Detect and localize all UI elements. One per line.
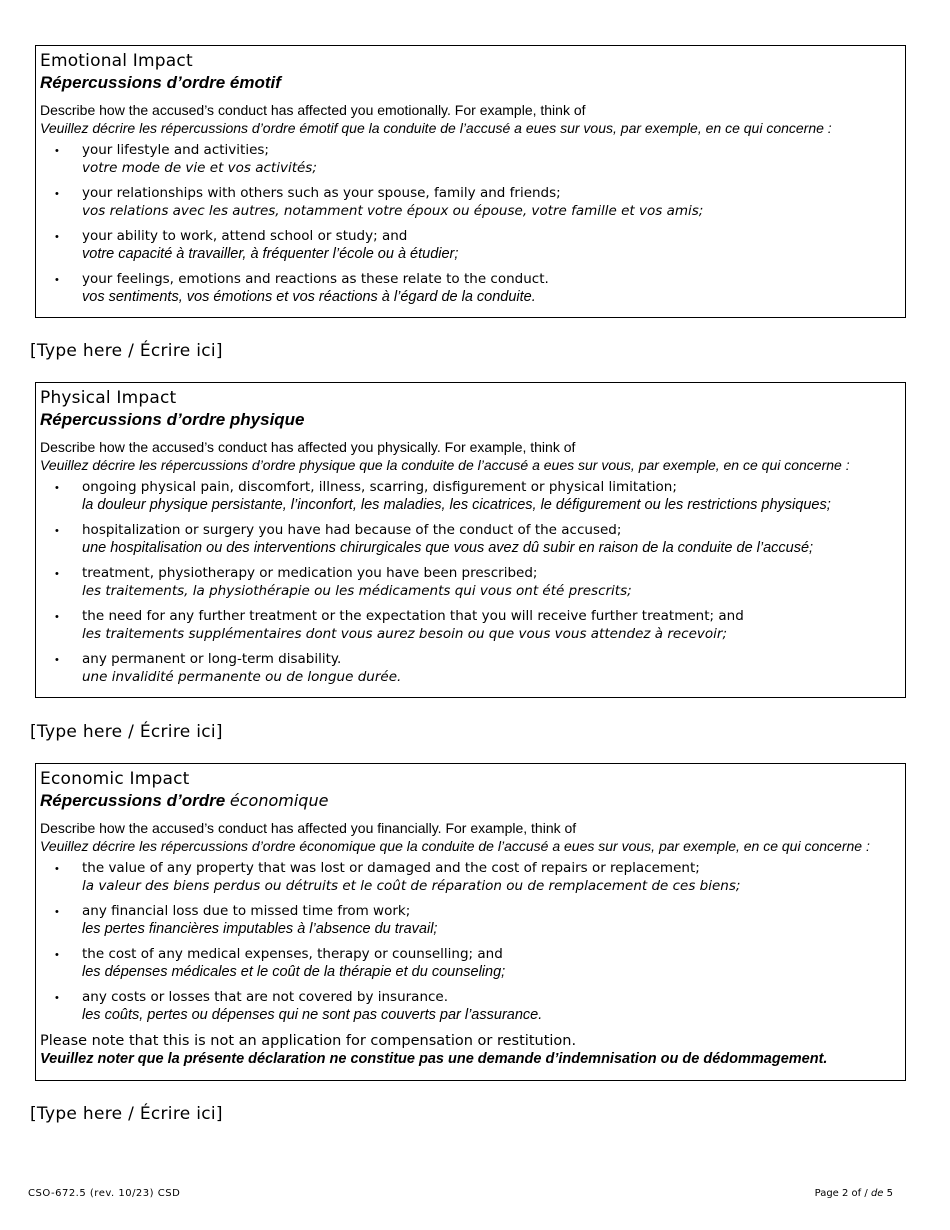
item-text-en: any costs or losses that are not covered by insurance.: [82, 989, 449, 1005]
section-subtitle-bold: Répercussions d’ordre: [40, 791, 226, 810]
item-text-fr: une hospitalisation ou des interventions chirurgicales que vous avez dû subir en raison de la conduite de l’accusé;: [82, 540, 814, 556]
section-intro-fr: Veuillez décrire les répercussions d’ordre économique que la conduite de l’accusé a eues sur vous, par exemple, en ce qui concerne :: [40, 838, 870, 854]
section-intro-en: Describe how the accused’s conduct has affected you physically. For example, think of: [40, 439, 576, 455]
economic-impact-section: [35, 763, 906, 1081]
item-text-en: the cost of any medical expenses, therapy or counselling; and: [82, 946, 503, 962]
list-item: [40, 989, 905, 1024]
list-item: [40, 479, 905, 514]
item-text-en: your ability to work, attend school or study; and: [82, 228, 408, 244]
bullet-icon: •: [55, 992, 59, 1004]
list-item: [40, 608, 905, 643]
section-subtitle-plain: économique: [229, 791, 329, 810]
item-text-fr: la valeur des biens perdus ou détruits et le coût de réparation ou de remplacement de ces biens;: [82, 878, 741, 894]
physical-response-field[interactable]: [Type here / Écrire ici]: [30, 722, 223, 742]
item-text-en: hospitalization or surgery you have had because of the conduct of the accused;: [82, 522, 622, 538]
item-text-en: treatment, physiotherapy or medication you have been prescribed;: [82, 565, 538, 581]
bullet-icon: •: [55, 482, 59, 494]
section-title: Physical Impact: [40, 388, 177, 408]
item-text-en: your feelings, emotions and reactions as these relate to the conduct.: [82, 271, 549, 287]
item-text-en: the value of any property that was lost or damaged and the cost of repairs or replacement;: [82, 860, 700, 876]
list-item: [40, 142, 905, 177]
bullet-list: [40, 142, 905, 306]
section-title: Emotional Impact: [40, 51, 193, 71]
bullet-icon: •: [55, 145, 59, 157]
bullet-icon: •: [55, 863, 59, 875]
section-intro-fr: Veuillez décrire les répercussions d’ordre émotif que la conduite de l’accusé a eues sur vous, par exemple, en ce qui concerne :: [40, 120, 832, 136]
list-item: [40, 565, 905, 600]
bullet-icon: •: [55, 231, 59, 243]
item-text-fr: les coûts, pertes ou dépenses qui ne sont pas couverts par l’assurance.: [82, 1007, 543, 1023]
item-text-fr: la douleur physique persistante, l’inconfort, les maladies, les cicatrices, le défigurement ou les restrictions physiques;: [82, 497, 831, 513]
bullet-icon: •: [55, 654, 59, 666]
bullet-icon: •: [55, 274, 59, 286]
item-text-fr: vos relations avec les autres, notamment votre époux ou épouse, votre famille et vos amis;: [82, 203, 704, 219]
list-item: [40, 271, 905, 306]
section-subtitle: [40, 790, 905, 812]
list-item: [40, 860, 905, 895]
note-fr: Veuillez noter que la présente déclaration ne constitue pas une demande d’indemnisation ou de dédommagement.: [40, 1051, 828, 1067]
section-subtitle: Répercussions d’ordre physique: [40, 410, 305, 429]
bullet-icon: •: [55, 568, 59, 580]
item-text-fr: votre capacité à travailler, à fréquenter l’école ou à étudier;: [82, 246, 459, 262]
page-number: [815, 1188, 893, 1199]
section-intro-fr: Veuillez décrire les répercussions d’ordre physique que la conduite de l’accusé a eues sur vous, par exemple, en ce qui concerne :: [40, 457, 850, 473]
item-text-en: your relationships with others such as your spouse, family and friends;: [82, 185, 561, 201]
bullet-icon: •: [55, 611, 59, 623]
bullet-list: [40, 860, 905, 1024]
list-item: [40, 522, 905, 557]
item-text-fr: les traitements supplémentaires dont vous aurez besoin ou que vous vous attendez à recevoir;: [82, 626, 728, 642]
page-total: 5: [886, 1188, 893, 1199]
list-item: [40, 903, 905, 938]
bullet-icon: •: [55, 188, 59, 200]
list-item: [40, 946, 905, 981]
item-text-fr: les dépenses médicales et le coût de la thérapie et du counseling;: [82, 964, 506, 980]
bullet-list: [40, 479, 905, 686]
bullet-icon: •: [55, 906, 59, 918]
section-intro-en: Describe how the accused’s conduct has affected you financially. For example, think of: [40, 820, 577, 836]
section-subtitle: Répercussions d’ordre émotif: [40, 73, 281, 92]
emotional-impact-section: [35, 45, 906, 318]
note-en: Please note that this is not an application for compensation or restitution.: [40, 1033, 577, 1049]
item-text-fr: les traitements, la physiothérapie ou les médicaments qui vous ont été prescrits;: [82, 583, 632, 599]
item-text-en: any financial loss due to missed time from work;: [82, 903, 411, 919]
item-text-fr: une invalidité permanente ou de longue durée.: [82, 669, 402, 685]
item-text-en: the need for any further treatment or the expectation that you will receive further treatment; and: [82, 608, 744, 624]
item-text-fr: les pertes financières imputables à l’absence du travail;: [82, 921, 438, 937]
page-prefix: Page 2 of /: [814, 1188, 868, 1199]
section-title: Economic Impact: [40, 769, 190, 789]
page-de: de: [870, 1188, 884, 1199]
form-id: CSO-672.5 (rev. 10/23) CSD: [28, 1188, 181, 1199]
list-item: [40, 185, 905, 220]
item-text-fr: votre mode de vie et vos activités;: [82, 160, 317, 176]
item-text-en: your lifestyle and activities;: [82, 142, 269, 158]
emotional-response-field[interactable]: [Type here / Écrire ici]: [30, 341, 223, 361]
bullet-icon: •: [55, 525, 59, 537]
item-text-fr: vos sentiments, vos émotions et vos réactions à l’égard de la conduite.: [82, 289, 536, 305]
item-text-en: any permanent or long-term disability.: [82, 651, 342, 667]
list-item: [40, 651, 905, 686]
item-text-en: ongoing physical pain, discomfort, illness, scarring, disfigurement or physical limitation;: [82, 479, 677, 495]
physical-impact-section: [35, 382, 906, 698]
list-item: [40, 228, 905, 263]
economic-response-field[interactable]: [Type here / Écrire ici]: [30, 1104, 223, 1124]
bullet-icon: •: [55, 949, 59, 961]
section-intro-en: Describe how the accused’s conduct has affected you emotionally. For example, think of: [40, 102, 586, 118]
